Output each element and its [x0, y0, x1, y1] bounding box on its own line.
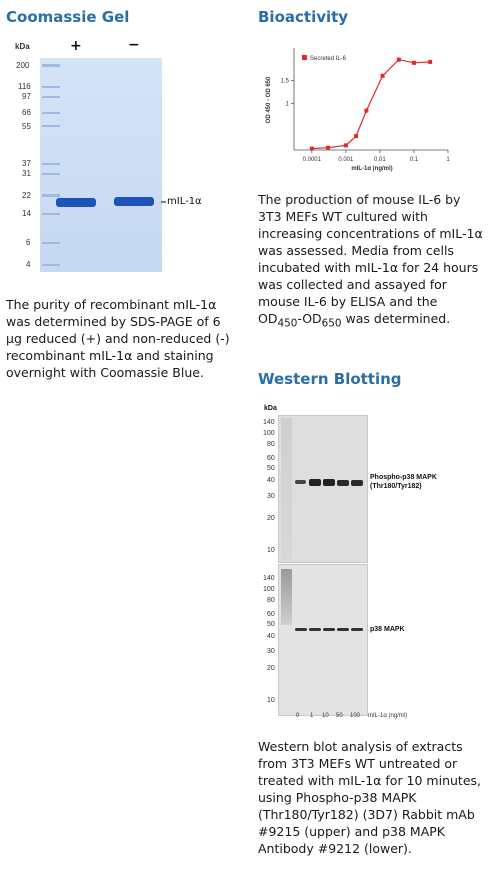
- bioactivity-caption-line: was collected and assayed for: [258, 277, 447, 292]
- legend-marker: [302, 55, 307, 60]
- wb-lower-marker: 80: [267, 597, 275, 604]
- lane-axis-label: mIL-1α (ng/ml): [368, 713, 408, 719]
- coomassie-caption-line: µg reduced (+) and non-reduced (-): [6, 331, 230, 346]
- marker-6: 6: [26, 238, 31, 247]
- data-point: [412, 61, 416, 65]
- wb-upper-marker: 30: [267, 493, 275, 500]
- wb-upper-marker: 40: [267, 477, 275, 484]
- upper-membrane: [278, 415, 368, 563]
- bioactivity-chart: [256, 36, 456, 176]
- western-caption-line: from 3T3 MEFs WT untreated or: [258, 756, 458, 771]
- od-sub-450: 450: [277, 317, 298, 330]
- upper-band: [323, 479, 335, 486]
- bioactivity-caption-line: was assessed. Media from cells: [258, 243, 454, 258]
- wb-upper-marker: 20: [267, 515, 275, 522]
- lane-label: 0: [296, 713, 300, 719]
- marker-200: 200: [16, 61, 30, 70]
- od-text: was determined.: [341, 311, 451, 326]
- wb-lower-marker: 30: [267, 648, 275, 655]
- lower-band: [295, 628, 307, 631]
- lower-membrane: [278, 564, 368, 716]
- wb-lower-marker: 10: [267, 697, 275, 704]
- lane-nonreduced-label: −: [128, 37, 140, 53]
- western-heading: Western Blotting: [258, 370, 402, 388]
- wb-upper-marker: 80: [267, 441, 275, 448]
- marker-55: 55: [22, 122, 31, 131]
- western-caption-line: Antibody #9212 (lower).: [258, 841, 412, 856]
- fit-curve: [312, 60, 430, 149]
- marker-4: 4: [26, 260, 31, 269]
- western-caption-line: (Thr180/Tyr182) (3D7) Rabbit mAb: [258, 807, 475, 822]
- marker-66: 66: [22, 108, 31, 117]
- wb-upper-marker: 140: [263, 419, 275, 426]
- marker-97: 97: [22, 92, 31, 101]
- bioactivity-caption-line: The production of mouse IL-6 by: [258, 192, 461, 207]
- x-tick-label: 1: [446, 157, 450, 163]
- lower-target-label: p38 MAPK: [370, 626, 405, 633]
- bioactivity-heading: Bioactivity: [258, 8, 349, 26]
- ladder-lane: [281, 418, 292, 560]
- x-tick-label: 0.001: [338, 157, 354, 163]
- marker-14: 14: [22, 209, 31, 218]
- marker-22: 22: [22, 191, 31, 200]
- data-point: [354, 134, 358, 138]
- data-point: [364, 109, 368, 113]
- wb-lower-marker: 60: [267, 611, 275, 618]
- data-point: [326, 146, 330, 150]
- od-text: -OD: [297, 311, 322, 326]
- wb-kda-label: kDa: [264, 405, 277, 412]
- x-tick-label: 0.0001: [302, 157, 321, 163]
- legend-label: Secreted IL-6: [310, 56, 347, 62]
- wb-lower-marker: 140: [263, 575, 275, 582]
- x-tick-label: 0.1: [409, 157, 419, 163]
- wb-lower-marker: 100: [263, 586, 275, 593]
- western-caption-line: Western blot analysis of extracts: [258, 739, 463, 754]
- wb-lower-marker: 50: [267, 621, 275, 628]
- od-sub-650: 650: [321, 317, 342, 330]
- western-caption-line: using Phospho-p38 MAPK: [258, 790, 417, 805]
- marker-37: 37: [22, 159, 31, 168]
- x-tick-label: 0.01: [374, 157, 386, 163]
- lower-band: [323, 628, 335, 631]
- y-axis-label: OD 450 - OD 650: [266, 76, 272, 124]
- lower-band: [309, 628, 321, 631]
- upper-target-label: Phospho-p38 MAPK: [370, 474, 437, 481]
- western-blot-figure: [258, 402, 498, 732]
- kda-label: kDa: [15, 42, 30, 51]
- band-nonreduced: [114, 197, 154, 206]
- upper-band: [295, 480, 306, 484]
- marker-ladder: [4, 38, 204, 278]
- bioactivity-caption-line: mouse IL-6 by ELISA and the: [258, 294, 438, 309]
- wb-lower-marker: 20: [267, 665, 275, 672]
- y-tick-label: 1: [285, 101, 289, 108]
- coomassie-heading: Coomassie Gel: [6, 8, 130, 26]
- lower-band: [351, 628, 363, 631]
- data-point: [344, 143, 348, 147]
- wb-upper-marker: 100: [263, 430, 275, 437]
- coomassie-gel-figure: [4, 38, 204, 278]
- bioactivity-caption-line: 3T3 MEFs WT cultured with: [258, 209, 428, 224]
- od-text: OD: [258, 311, 278, 326]
- data-point: [428, 60, 432, 64]
- coomassie-caption-line: The purity of recombinant mIL-1α: [6, 297, 217, 312]
- lane-label: 1: [310, 713, 314, 719]
- wb-upper-marker: 50: [267, 465, 275, 472]
- western-caption-line: treated with mIL-1α for 10 minutes,: [258, 773, 482, 788]
- marker-116: 116: [18, 82, 31, 91]
- data-point: [381, 74, 385, 78]
- marker-31: 31: [22, 169, 31, 178]
- coomassie-caption-line: was determined by SDS-PAGE of 6: [6, 314, 221, 329]
- western-caption: [258, 738, 498, 857]
- wb-lower-marker: 40: [267, 633, 275, 640]
- data-point: [310, 147, 314, 151]
- band-label: mIL-1α: [167, 196, 202, 207]
- ladder-lane: [281, 569, 292, 625]
- lane-label: 10: [322, 713, 329, 719]
- coomassie-caption-line: recombinant mIL-1α and staining: [6, 348, 214, 363]
- data-point: [397, 58, 401, 62]
- bioactivity-caption-line: increasing concentrations of mIL-1α: [258, 226, 483, 241]
- lower-band: [337, 628, 349, 631]
- coomassie-caption-line: overnight with Coomassie Blue.: [6, 365, 204, 380]
- western-caption-line: #9215 (upper) and p38 MAPK: [258, 824, 445, 839]
- upper-band: [351, 480, 363, 486]
- upper-band: [309, 479, 321, 486]
- band-reduced: [56, 198, 96, 207]
- bioactivity-caption-line: incubated with mIL-1α for 24 hours: [258, 260, 479, 275]
- lane-reduced-label: +: [70, 38, 82, 54]
- wb-upper-marker: 10: [267, 547, 275, 554]
- wb-upper-marker: 60: [267, 455, 275, 462]
- x-axis-label: mIL-1α (ng/ml): [351, 166, 393, 172]
- upper-target-sublabel: (Thr180/Tyr182): [370, 483, 422, 490]
- coomassie-caption: [6, 296, 246, 381]
- lane-label: 50: [336, 713, 343, 719]
- upper-band: [337, 480, 349, 486]
- y-tick-label: 1.5: [280, 78, 289, 85]
- bioactivity-caption-line: [258, 310, 498, 333]
- lane-label: 100: [350, 713, 361, 719]
- bioactivity-caption: [258, 191, 498, 333]
